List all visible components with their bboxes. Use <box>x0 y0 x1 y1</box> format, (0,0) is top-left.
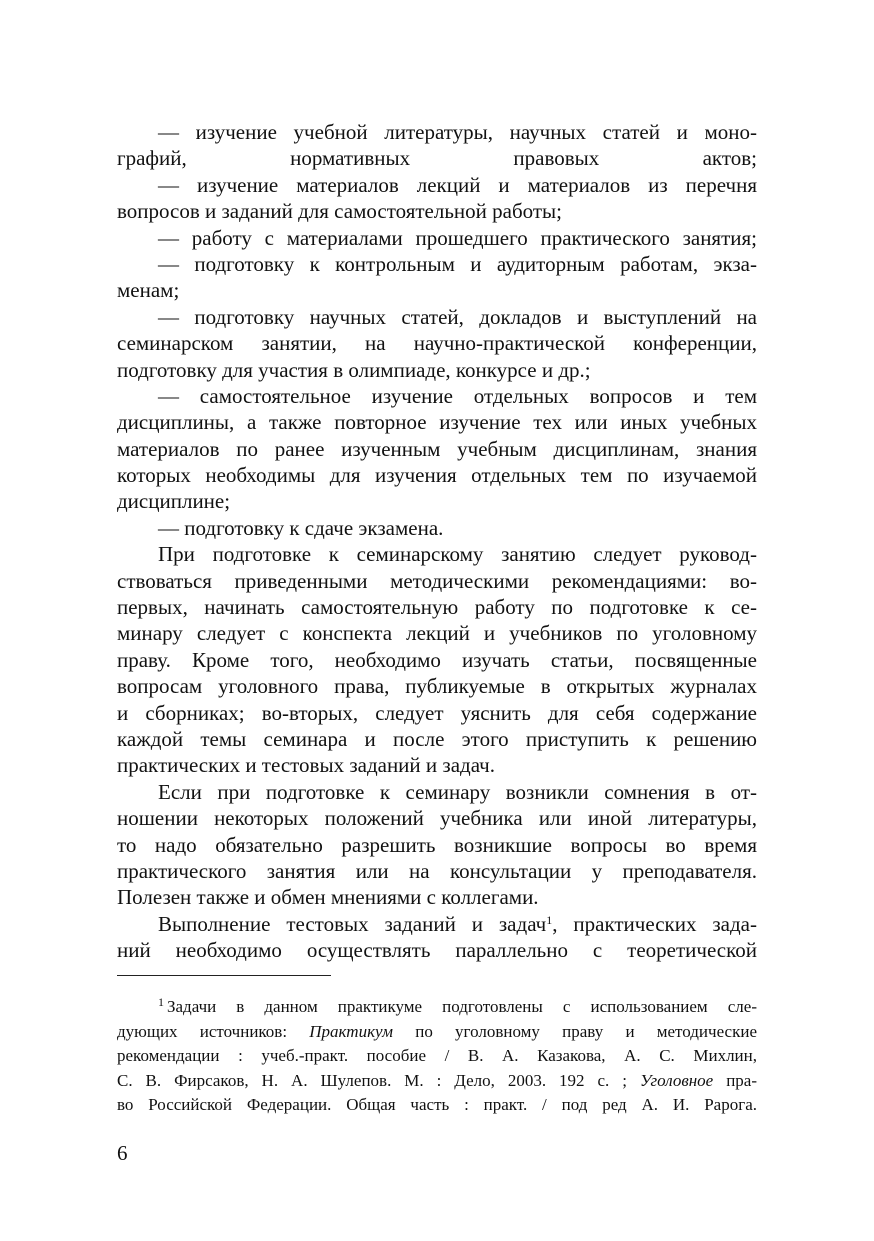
text-line: ний необходимо осуществлять параллельно с теоретической <box>117 938 757 963</box>
text-fragment: С. В. Фирсаков, Н. А. Шулепов. М. : Дело, 2003. 192 с. ; <box>117 1070 640 1090</box>
text-line: менам; <box>117 278 180 303</box>
text-line: каждой темы семинара и после этого приступить к решению <box>117 726 757 751</box>
text-line: практического занятия или на консультации у преподавателя. <box>117 858 757 883</box>
footnote-marker: 1 <box>158 995 164 1009</box>
text-line: Полезен также и обмен мнениями с коллегами. <box>117 885 539 910</box>
text-fragment: Задачи в данном практикуме подготовлены с использованием сле- <box>167 997 757 1016</box>
text-line: Если при подготовке к семинару возникли сомнения в от- <box>158 779 757 804</box>
text-line: ношении некоторых положений учебника или иной литературы, <box>117 806 757 831</box>
italic-title: Уголовное <box>639 1070 714 1090</box>
text-fragment: , практических зада- <box>552 911 757 936</box>
text-line: — изучение материалов лекций и материалов из перечня <box>158 172 757 197</box>
footnote <box>117 995 757 1118</box>
footnote-line <box>117 995 757 1020</box>
text-fragment: Выполнение тестовых заданий и задач <box>158 911 547 936</box>
text-line: графий, нормативных правовых актов; <box>117 146 757 171</box>
text-line: которых необходимы для изучения отдельных тем по изучаемой <box>117 463 757 488</box>
text-line: праву. Кроме того, необходимо изучать статьи, посвященные <box>117 647 757 672</box>
text-line: минару следует с конспекта лекций и учебников по уголовному <box>117 621 757 646</box>
text-line: — подготовку к сдаче экзамена. <box>158 515 444 540</box>
body-text <box>117 119 757 964</box>
footnote-divider <box>117 975 331 976</box>
text-line: — изучение учебной литературы, научных статей и моно- <box>158 120 757 144</box>
text-line: — работу с материалами прошедшего практического занятия; <box>158 225 757 250</box>
text-line: то надо обязательно разрешить возникшие вопросы во время <box>117 832 757 857</box>
text-line: и сборниках; во-вторых, следует уяснить для себя содержание <box>117 700 757 725</box>
text-line: ствоваться приведенными методическими рекомендациями: во- <box>117 568 757 593</box>
text-line: При подготовке к семинарскому занятию следует руковод- <box>158 542 757 567</box>
text-line: вопросам уголовного права, публикуемые в открытых журналах <box>117 674 757 699</box>
footnote-line: рекомендации : учеб.-практ. пособие / В. А. Казакова, А. С. Михлин, <box>117 1046 757 1065</box>
text-fragment: пра- <box>713 1070 757 1090</box>
footnote-line <box>117 1020 757 1045</box>
text-fragment: по уголовному праву и методические <box>393 1021 757 1041</box>
text-line: вопросов и заданий для самостоятельной работы; <box>117 199 562 224</box>
text-line: — самостоятельное изучение отдельных вопросов и тем <box>158 383 757 408</box>
text-line: дисциплины, а также повторное изучение тех или иных учебных <box>117 410 757 435</box>
text-line: первых, начинать самостоятельную работу по подготовке к се- <box>117 595 757 620</box>
text-line: — подготовку к контрольным и аудиторным работам, экза- <box>158 251 757 276</box>
text-line: дисциплине; <box>117 489 231 514</box>
page-number: 6 <box>117 1141 128 1165</box>
text-line: подготовку для участия в олимпиаде, конкурсе и др.; <box>117 357 591 382</box>
page-content <box>117 119 757 1114</box>
footnote-reference[interactable]: 1 <box>546 912 553 927</box>
text-line: материалов по ранее изученным учебным дисциплинам, знания <box>117 436 757 461</box>
text-line: — подготовку научных статей, докладов и выступлений на <box>158 304 757 329</box>
text-fragment: дующих источников: <box>117 1021 310 1041</box>
footnote-line <box>117 1069 757 1094</box>
text-line: практических и тестовых заданий и задач. <box>117 753 495 778</box>
text-line-with-footnote <box>117 911 757 937</box>
italic-title: Практикум <box>309 1021 393 1041</box>
text-line: семинарском занятии, на научно-практической конференции, <box>117 331 757 356</box>
footnote-line: во Российской Федерации. Общая часть : практ. / под ред А. И. Рарога. <box>117 1095 757 1114</box>
